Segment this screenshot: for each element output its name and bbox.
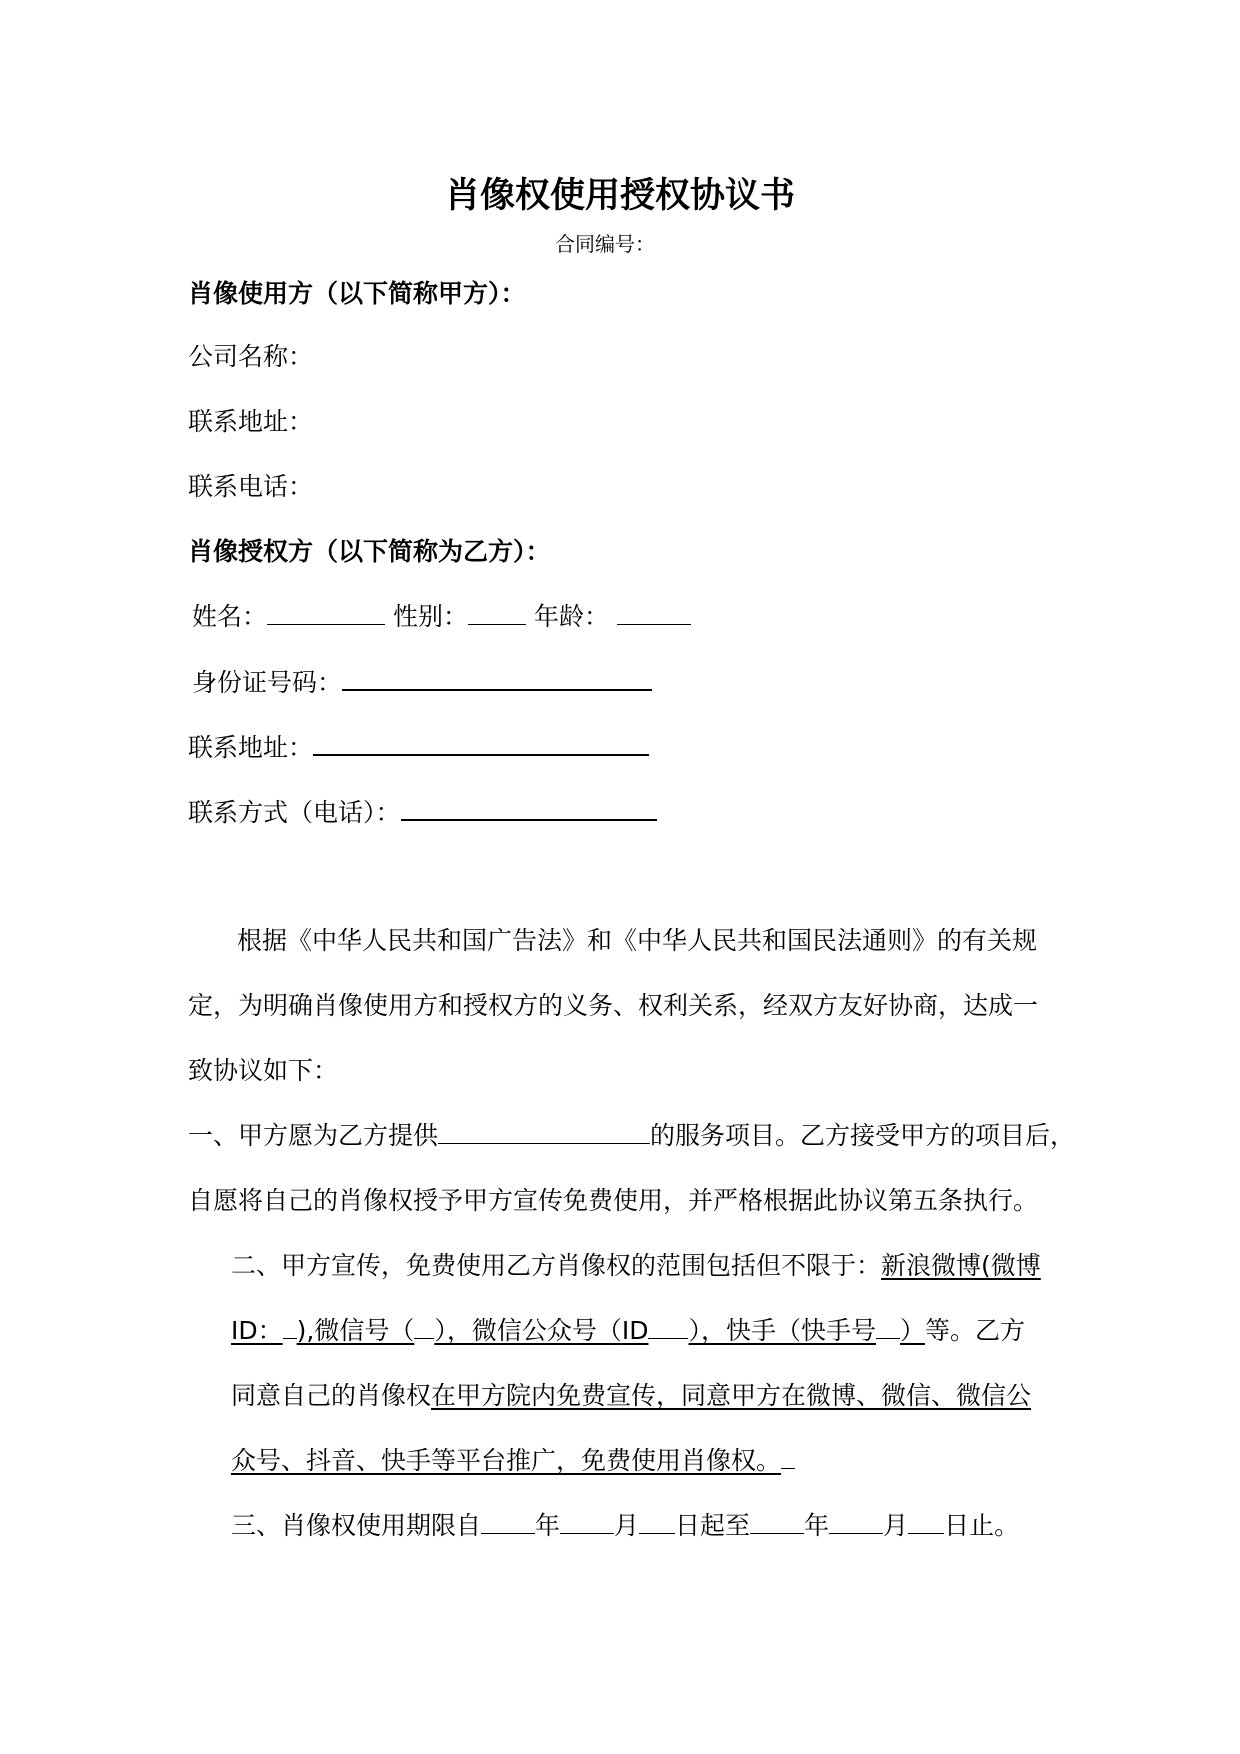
end-year-blank <box>750 1509 804 1534</box>
party-b-address-label: 联系地址： <box>188 733 314 762</box>
weibo-id-text: ID： <box>231 1316 283 1345</box>
intro-line-2: 定，为明确肖像使用方和授权方的义务、权利关系，经双方友好协商，达成一 <box>188 991 1039 1020</box>
age-blank <box>617 600 691 625</box>
end-year-label: 年 <box>804 1511 830 1540</box>
start-month-blank <box>560 1509 614 1534</box>
end-day-label: 日止。 <box>944 1511 1020 1540</box>
weibo-platform-text: 新浪微博(微博 <box>881 1251 1041 1280</box>
weibo-id-blank <box>283 1314 297 1339</box>
clause-2-line-4-tail <box>781 1444 795 1469</box>
end-day-blank <box>908 1509 944 1534</box>
contract-number-label: 合同编号： <box>555 232 655 256</box>
clause-1-part-2: 的服务项目。乙方接受甲方的项目后， <box>650 1121 1076 1150</box>
clause-2-line-3-b: 在甲方院内免费宣传，同意甲方在微博、微信、微信公 <box>431 1381 1032 1410</box>
clause-3-lead: 三、肖像权使用期限自 <box>231 1511 482 1540</box>
clause-2-line-2 <box>231 1314 1025 1348</box>
clause-2-line-4-text: 众号、抖音、快手等平台推广，免费使用肖像权。 <box>231 1446 782 1475</box>
party-b-contact-blank <box>401 795 657 821</box>
id-number-blank <box>342 665 652 691</box>
kuaishou-close-paren: ） <box>900 1316 926 1345</box>
start-day-label: 日起至 <box>675 1511 751 1540</box>
clause-1-line-1 <box>188 1119 1075 1153</box>
party-a-address-label: 联系地址： <box>188 407 314 436</box>
party-b-address-row <box>188 730 649 765</box>
official-account-prefix: ），微信公众号（ <box>434 1316 622 1345</box>
kuaishou-number-blank <box>876 1314 900 1339</box>
id-number-row <box>192 665 652 700</box>
clause-2-line-3 <box>231 1379 1031 1413</box>
official-account-id-label: ID <box>621 1316 649 1345</box>
intro-line-1: 根据《中华人民共和国广告法》和《中华人民共和国民法通则》的有关规 <box>237 926 1038 955</box>
clause-2-line-1 <box>231 1249 1041 1283</box>
service-project-blank <box>438 1119 650 1144</box>
official-account-id-blank <box>648 1314 688 1339</box>
party-b-contact-row <box>188 795 657 830</box>
document-title: 肖像权使用授权协议书 <box>444 176 795 216</box>
end-month-label: 月 <box>883 1511 909 1540</box>
name-blank <box>267 600 385 625</box>
id-number-label: 身份证号码： <box>192 668 343 697</box>
party-b-heading: 肖像授权方（以下简称为乙方）： <box>188 537 551 566</box>
clause-2-line-4 <box>231 1444 795 1478</box>
wechat-id-blank <box>414 1314 434 1339</box>
name-label: 姓名： <box>192 602 268 631</box>
start-year-label: 年 <box>535 1511 561 1540</box>
clause-2-line-3-a: 同意自己的肖像权 <box>231 1381 432 1410</box>
wechat-id-text: ),微信号（ <box>296 1316 415 1345</box>
intro-line-3: 致协议如下： <box>188 1056 339 1085</box>
start-month-label: 月 <box>614 1511 640 1540</box>
clause-2-etc: 等。乙方 <box>925 1316 1026 1345</box>
kuaishou-number-label: 快手号 <box>800 1316 876 1345</box>
start-year-blank <box>481 1509 535 1534</box>
clause-2-lead: 二、甲方宣传，免费使用乙方肖像权的范围包括但不限于： <box>231 1251 882 1280</box>
clause-1-line-2: 自愿将自己的肖像权授予甲方宣传免费使用，并严格根据此协议第五条执行。 <box>188 1186 1039 1215</box>
party-a-phone-label: 联系电话： <box>188 472 314 501</box>
clause-1-part-1: 一、甲方愿为乙方提供 <box>188 1121 439 1150</box>
party-a-company-label: 公司名称： <box>188 342 314 371</box>
party-b-contact-label: 联系方式（电话）： <box>188 798 401 827</box>
start-day-blank <box>639 1509 675 1534</box>
end-month-blank <box>829 1509 883 1534</box>
party-a-heading: 肖像使用方（以下简称甲方）： <box>188 279 526 308</box>
party-b-basic-info-row <box>192 600 691 634</box>
age-label: 年龄： <box>533 602 609 631</box>
party-b-address-blank <box>313 730 649 756</box>
gender-blank <box>468 600 526 625</box>
clause-3-line <box>231 1509 1019 1543</box>
gender-label: 性别： <box>392 602 468 631</box>
kuaishou-prefix: ），快手（ <box>688 1316 801 1345</box>
